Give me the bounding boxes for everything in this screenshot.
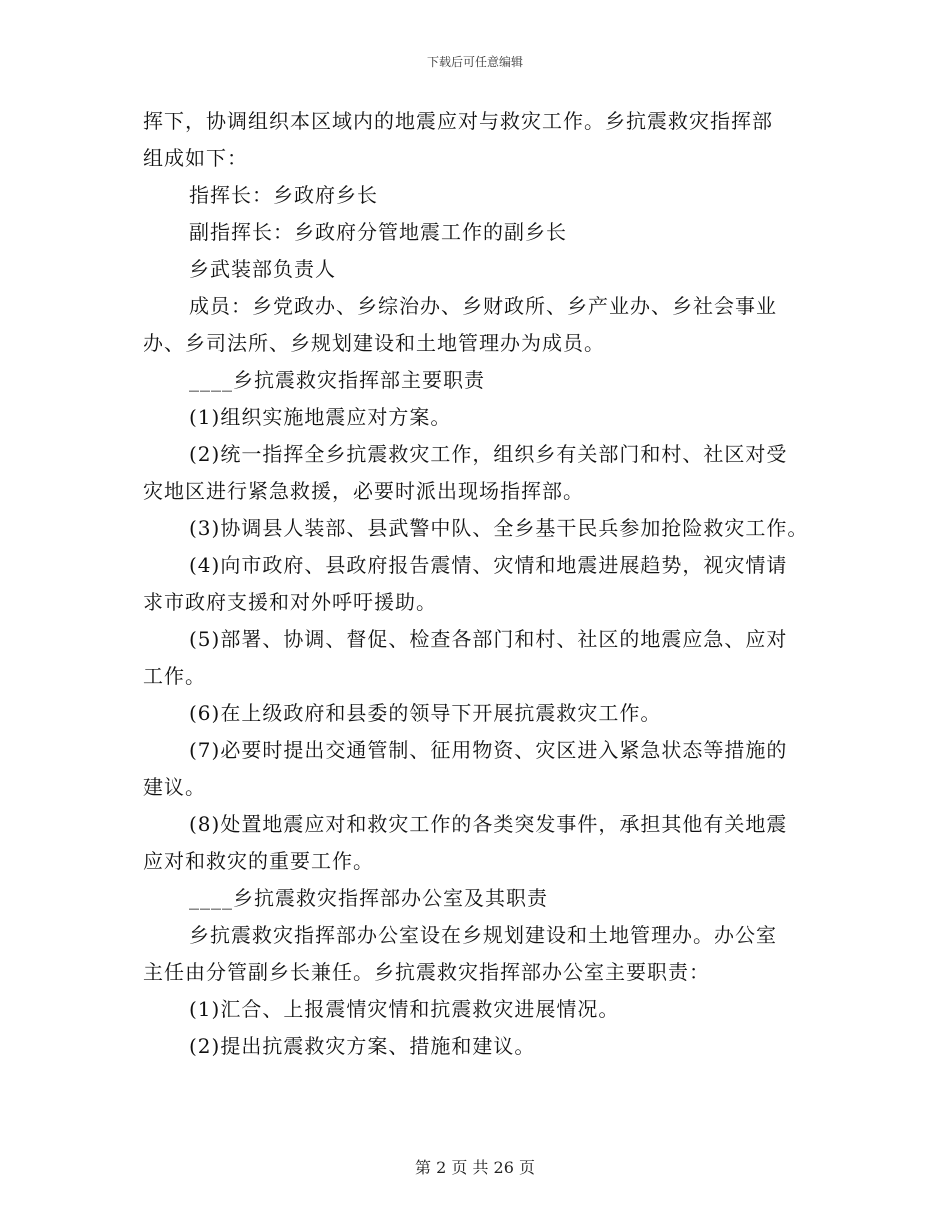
text-line: 主任由分管副乡长兼任。乡抗震救灾指挥部办公室主要职责： — [143, 960, 710, 984]
page-header: 下载后可任意编辑 — [426, 55, 523, 69]
text-line: (5)部署、协调、督促、检查各部门和村、社区的地震应急、应对 — [189, 627, 788, 651]
text-line: 挥下，协调组织本区域内的地震应对与救灾工作。乡抗震救灾指挥部 — [143, 109, 773, 133]
text-line: 组成如下： — [143, 146, 248, 170]
text-line: (2)统一指挥全乡抗震救灾工作，组织乡有关部门和村、社区对受 — [189, 442, 788, 466]
text-line: 应对和救灾的重要工作。 — [143, 849, 374, 873]
text-line: 乡抗震救灾指挥部办公室设在乡规划建设和土地管理办。办公室 — [189, 923, 777, 947]
text-line: 成员：乡党政办、乡综治办、乡财政所、乡产业办、乡社会事业 — [189, 294, 777, 318]
text-line: (4)向市政府、县政府报告震情、灾情和地震进展趋势，视灾情请 — [189, 553, 788, 577]
text-line: 乡武装部负责人 — [189, 257, 336, 281]
text-line: 副指挥长：乡政府分管地震工作的副乡长 — [189, 220, 567, 244]
text-line: 求市政府支援和对外呼吁援助。 — [143, 590, 437, 614]
text-line: 建议。 — [143, 775, 206, 799]
text-line: 指挥长：乡政府乡长 — [189, 183, 378, 207]
text-line: ____乡抗震救灾指挥部办公室及其职责 — [189, 886, 548, 910]
text-line: (1)组织实施地震应对方案。 — [189, 405, 452, 429]
text-line: (2)提出抗震救灾方案、措施和建议。 — [189, 1034, 536, 1058]
document-body — [143, 103, 823, 1065]
text-line: ____乡抗震救灾指挥部主要职责 — [189, 368, 485, 392]
page-footer: 第 2 页 共 26 页 — [415, 1158, 535, 1177]
text-line: (8)处置地震应对和救灾工作的各类突发事件，承担其他有关地震 — [189, 812, 788, 836]
text-line: 灾地区进行紧急救援，必要时派出现场指挥部。 — [143, 479, 584, 503]
text-line: 办、乡司法所、乡规划建设和土地管理办为成员。 — [143, 331, 605, 355]
text-line: (3)协调县人装部、县武警中队、全乡基干民兵参加抢险救灾工作。 — [189, 516, 809, 540]
text-line: (6)在上级政府和县委的领导下开展抗震救灾工作。 — [189, 701, 662, 725]
text-line: (1)汇合、上报震情灾情和抗震救灾进展情况。 — [189, 997, 620, 1021]
text-line: (7)必要时提出交通管制、征用物资、灾区进入紧急状态等措施的 — [189, 738, 788, 762]
text-line: 工作。 — [143, 664, 206, 688]
